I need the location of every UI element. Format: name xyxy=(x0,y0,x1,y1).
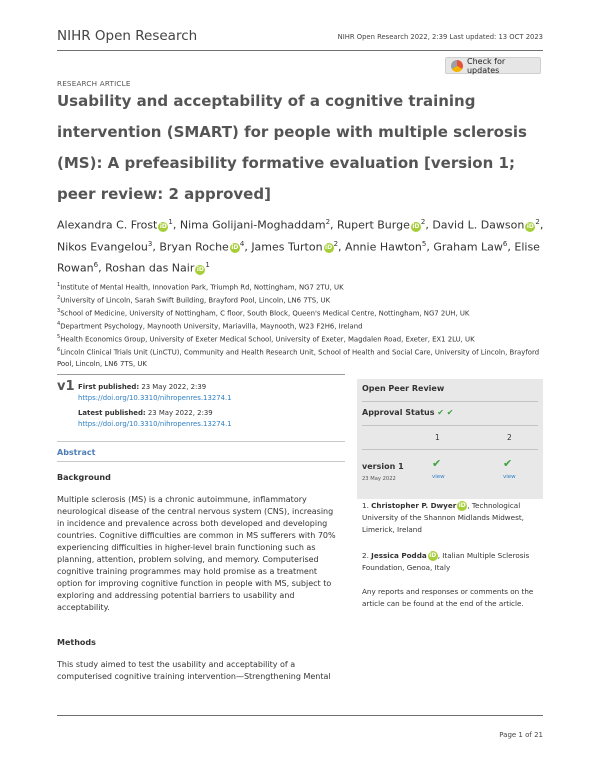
abstract-bottom-divider xyxy=(57,461,345,462)
author-name[interactable]: Roshan das Nair xyxy=(105,261,195,275)
affiliation-item xyxy=(57,293,547,306)
author-affiliation-number: 2 xyxy=(535,218,540,226)
affiliation-number: 5 xyxy=(57,334,61,341)
author-affiliation-number: 3 xyxy=(147,239,153,248)
orcid-icon[interactable]: iD xyxy=(196,265,204,273)
affiliation-text: School of Medicine, University of Nottingham, C floor, South Block, Queen's Medical Centre, Nottingham, NG7 2UH, UK xyxy=(60,309,470,318)
author-name[interactable]: David L. Dawson xyxy=(432,218,525,232)
orcid-icon[interactable]: iD xyxy=(325,244,333,252)
review-version-label: version 1 xyxy=(362,462,404,471)
author-affiliation-number: 2 xyxy=(325,218,331,226)
reviewer-item xyxy=(362,500,540,536)
footer-divider xyxy=(57,715,543,716)
affiliation-item xyxy=(57,332,547,345)
reviewer-item xyxy=(362,550,540,574)
article-meta: NIHR Open Research 2022, 2:39 Last updated: 13 OCT 2023 xyxy=(337,33,543,41)
approved-check-icon: ✔ xyxy=(503,457,513,470)
author-affiliation-number: 2 xyxy=(420,218,426,226)
reviewer-number: 1. xyxy=(362,501,369,510)
background-text: Multiple sclerosis (MS) is a chronic autoimmune, inflammatory neurological disease of the central nervous system (CNS), increasing in incidence and prevalence across both developed and developing countries. Cognitive difficulties are common in MS sufferers with 70% experiencing difficulties in higher-level brain functioning such as planning, attention, problem solving, and memory. Computerised cognitive training programmes may hold promise as a treatment option for improving cognitive function in people with MS, subject to exploring and addressing potential barriers to usability and acceptability. xyxy=(57,495,336,612)
view-report-2-link[interactable]: view xyxy=(503,474,516,480)
affiliation-item xyxy=(57,345,547,369)
affiliation-number: 4 xyxy=(57,321,61,328)
check-for-updates-button[interactable] xyxy=(445,57,541,74)
latest-published-label: Latest published: xyxy=(78,409,146,417)
author-name[interactable]: James Turton xyxy=(251,240,323,254)
peer-review-heading: Open Peer Review xyxy=(362,384,445,393)
orcid-icon[interactable]: iD xyxy=(526,222,534,230)
orcid-icon[interactable]: iD xyxy=(429,552,437,559)
affiliation-item xyxy=(57,319,547,332)
orcid-icon[interactable]: iD xyxy=(231,244,239,252)
author-affiliation-number: 1 xyxy=(168,218,173,226)
latest-published-value: 23 May 2022, 2:39 xyxy=(147,409,213,417)
author-affiliation-number: 5 xyxy=(421,239,427,248)
approved-check-icon: ✔ xyxy=(432,457,442,470)
crossmark-icon xyxy=(451,60,463,72)
affiliation-text: Lincoln Clinical Trials Unit (LinCTU), Community and Health Research Unit, School of Health and Social Care, University of Lincoln, Brayford Pool, Lincoln, LN6 7TS, UK xyxy=(57,348,540,368)
author-list: Alexandra C. Frost $iD^1$, Nima Golijani-Moghaddam$^2$, Rupert Burge $iD^2$, David L. Dawson $iD^2$, Nikos Evangelou$^3$, Bryan Roche $iD^4$, James Turton $iD^2$, Annie Hawton$^5$, Graham Law$^6$, Elise Rowan$^6$, Roshan das Nair $iD^1$ xyxy=(57,218,544,275)
first-published-label: First published: xyxy=(78,383,140,391)
affiliation-text: Department Psychology, Maynooth University, Mariavilla, Maynooth, W23 F2H6, Ireland xyxy=(60,322,363,331)
reviewer-number: 2. xyxy=(362,551,369,560)
orcid-icon[interactable]: iD xyxy=(159,222,167,230)
author-affiliation-number: 6 xyxy=(502,239,508,248)
author-name[interactable]: Bryan Roche xyxy=(159,240,229,254)
review-footer-note: Any reports and responses or comments on the article can be found at the end of the article. xyxy=(362,587,534,608)
orcid-icon[interactable]: iD xyxy=(458,502,466,509)
first-published-doi-link[interactable]: https://doi.org/10.3310/nihropenres.13274.1 xyxy=(78,393,232,402)
panel-divider xyxy=(362,425,538,426)
approval-status xyxy=(362,408,454,417)
orcid-icon[interactable]: iD xyxy=(412,222,420,230)
panel-divider xyxy=(362,449,538,450)
author-name[interactable]: Nima Golijani-Moghaddam xyxy=(179,218,326,232)
affiliation-number: 1 xyxy=(57,282,61,288)
author-name[interactable]: Annie Hawton xyxy=(345,240,422,254)
version-label: v1 xyxy=(57,379,75,394)
affiliation-text: Health Economics Group, University of Exeter Medical School, University of Exeter, Magdalen Road, Exeter, EX1 2LU, UK xyxy=(60,335,475,344)
author-affiliation-number: 1 xyxy=(205,261,210,270)
author-name[interactable]: Elise Rowan xyxy=(57,240,540,275)
author-name[interactable]: Alexandra C. Frost xyxy=(57,218,158,232)
affiliation-number: 3 xyxy=(57,308,61,315)
reviewer-column-2: 2 xyxy=(507,433,512,442)
author-affiliation-number: 6 xyxy=(93,261,99,270)
latest-published-doi-link[interactable]: https://doi.org/10.3310/nihropenres.13274.1 xyxy=(78,419,232,428)
journal-name: NIHR Open Research xyxy=(57,28,198,44)
author-name[interactable]: Graham Law xyxy=(433,240,503,254)
abstract-heading: Abstract xyxy=(57,448,96,457)
article-type: RESEARCH ARTICLE xyxy=(57,79,131,88)
reviewer-affiliation: , Italian Multiple Sclerosis Foundation, Genoa, Italy xyxy=(362,551,530,572)
author-affiliation-number: 4 xyxy=(239,239,245,248)
affiliation-number: 6 xyxy=(57,347,61,354)
version-divider xyxy=(57,374,345,375)
methods-heading: Methods xyxy=(57,638,96,647)
author-affiliation-number: 2 xyxy=(333,239,339,248)
reviewer-name[interactable]: Jessica Podda xyxy=(371,551,427,560)
review-version-date: 23 May 2022 xyxy=(362,476,396,482)
background-heading: Background xyxy=(57,473,111,482)
affiliation-text: University of Lincoln, Sarah Swift Building, Brayford Pool, Lincoln, LN6 7TS, UK xyxy=(60,296,331,305)
methods-text: This study aimed to test the usability and acceptability of a computerised cognitive training intervention—Strengthening Mental xyxy=(57,660,331,681)
header-divider xyxy=(57,50,543,51)
affiliation-item xyxy=(57,306,547,319)
affiliation-text: Institute of Mental Health, Innovation Park, Triumph Rd, Nottingham, NG7 2TU, UK xyxy=(60,283,344,292)
approval-ticks-icon: ✔ ✔ xyxy=(437,408,454,417)
check-for-updates-label: Check for updates xyxy=(466,56,506,75)
publication-info xyxy=(78,382,232,429)
first-published-value: 23 May 2022, 2:39 xyxy=(141,383,207,391)
article-title: Usability and acceptability of a cognitive training intervention (SMART) for people with multiple sclerosis (MS): A prefeasibility formative evaluation [version 1; peer review: 2 approved] xyxy=(57,92,527,203)
reviewer-column-1: 1 xyxy=(435,433,440,442)
affiliation-list xyxy=(57,280,547,369)
reviewer-name[interactable]: Christopher P. Dwyer xyxy=(371,501,457,510)
author-name[interactable]: Nikos Evangelou xyxy=(57,240,148,254)
author-name[interactable]: Rupert Burge xyxy=(337,218,410,232)
approval-status-label: Approval Status xyxy=(362,408,435,417)
panel-divider xyxy=(362,401,538,402)
page-number: Page 1 of 21 xyxy=(499,731,543,739)
affiliation-number: 2 xyxy=(57,295,61,302)
view-report-1-link[interactable]: view xyxy=(432,474,445,480)
abstract-top-divider xyxy=(57,441,345,442)
affiliation-item xyxy=(57,280,547,293)
reviewer-affiliation: , Technological University of the Shannon Midlands Midwest, Limerick, Ireland xyxy=(362,501,524,534)
